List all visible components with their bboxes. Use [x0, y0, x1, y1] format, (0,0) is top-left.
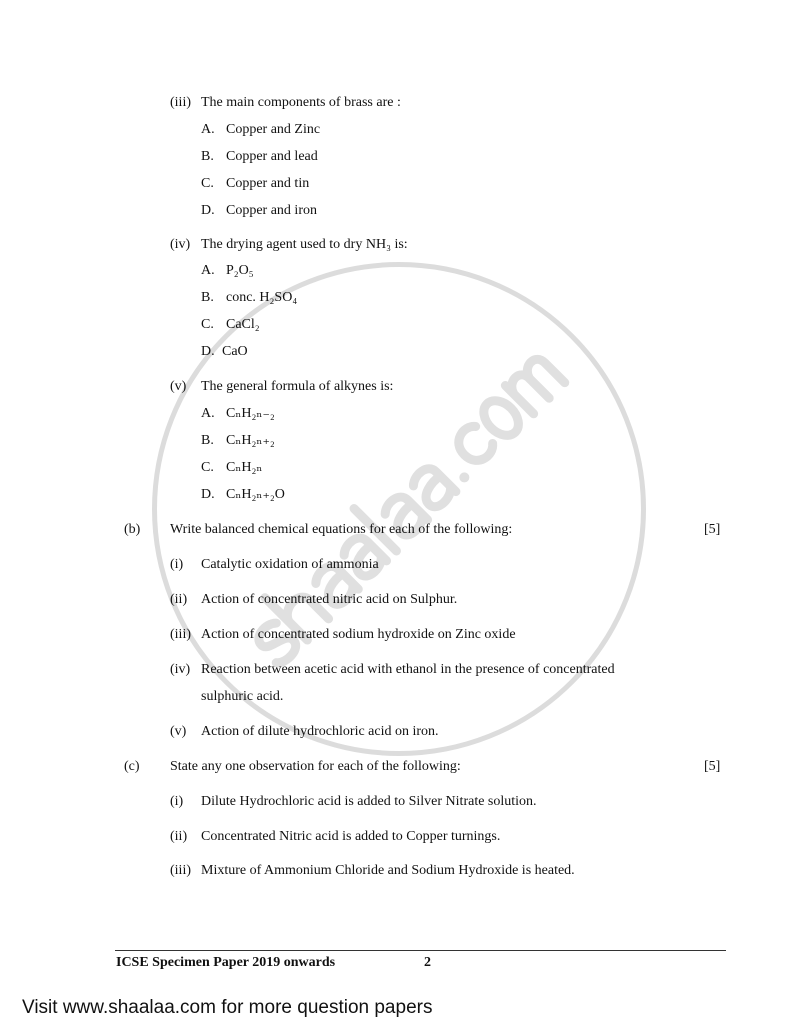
section-text: State any one observation for each of the following:	[170, 759, 461, 774]
option-letter: A.	[201, 406, 215, 421]
item-number: (ii)	[170, 592, 188, 607]
option-text: CₙH₂ₙ₊₂O	[226, 487, 285, 502]
option-text: P₂O₅	[226, 263, 254, 278]
item-text: Action of dilute hydrochloric acid on iron.	[201, 724, 439, 739]
item-number: (iv)	[170, 662, 191, 677]
question-text: The general formula of alkynes is:	[201, 379, 394, 394]
option-letter: B.	[201, 149, 214, 164]
option-letter: C.	[201, 317, 214, 332]
section-marks: [5]	[704, 522, 721, 537]
item-text: Reaction between acetic acid with ethanol in the presence of concentrated	[201, 662, 615, 677]
item-number: (i)	[170, 794, 184, 809]
item-number: (v)	[170, 724, 187, 739]
item-text: Action of concentrated sodium hydroxide on Zinc oxide	[201, 627, 516, 642]
question-text: The drying agent used to dry NH₃ is:	[201, 237, 408, 252]
option-text: CaCl₂	[226, 317, 260, 332]
option-text: conc. H₂SO₄	[226, 290, 298, 305]
item-text: Catalytic oxidation of ammonia	[201, 557, 379, 572]
section-marks: [5]	[704, 759, 721, 774]
item-text: Concentrated Nitric acid is added to Copper turnings.	[201, 829, 501, 844]
option-letter: A.	[201, 263, 215, 278]
question-number: (v)	[170, 379, 187, 394]
option-text: CaO	[222, 344, 248, 359]
option-letter: C.	[201, 460, 214, 475]
option-text: Copper and Zinc	[226, 122, 321, 137]
item-number: (i)	[170, 557, 184, 572]
option-letter: B.	[201, 433, 214, 448]
footer-divider	[115, 950, 726, 951]
item-text: Dilute Hydrochloric acid is added to Silver Nitrate solution.	[201, 794, 537, 809]
question-text: The main components of brass are :	[201, 95, 401, 110]
option-text: Copper and tin	[226, 176, 310, 191]
section-label: (b)	[124, 522, 141, 537]
item-text: Mixture of Ammonium Chloride and Sodium Hydroxide is heated.	[201, 863, 575, 878]
watermark-circle	[152, 262, 646, 756]
section-label: (c)	[124, 759, 140, 774]
option-letter: D.	[201, 487, 215, 502]
option-text: Copper and iron	[226, 203, 317, 218]
option-text: CₙH₂ₙ₊₂	[226, 433, 275, 448]
visit-banner: Visit www.shaalaa.com for more question papers	[22, 997, 433, 1018]
footer-title: ICSE Specimen Paper 2019 onwards	[116, 955, 336, 970]
option-letter: C.	[201, 176, 214, 191]
option-letter: B.	[201, 290, 214, 305]
section-text: Write balanced chemical equations for each of the following:	[170, 522, 513, 537]
item-text: Action of concentrated nitric acid on Sulphur.	[201, 592, 458, 607]
item-number: (ii)	[170, 829, 188, 844]
question-number: (iii)	[170, 95, 191, 110]
page-number: 2	[424, 955, 431, 970]
option-text: CₙH₂ₙ	[226, 460, 263, 475]
option-letter: A.	[201, 122, 215, 137]
question-number: (iv)	[170, 237, 191, 252]
item-number: (iii)	[170, 863, 191, 878]
option-letter: D.	[201, 203, 215, 218]
item-text-continued: sulphuric acid.	[201, 689, 284, 704]
option-text: Copper and lead	[226, 149, 318, 164]
option-letter: D.	[201, 344, 215, 359]
item-number: (iii)	[170, 627, 191, 642]
option-text: CₙH₂ₙ₋₂	[226, 406, 275, 421]
